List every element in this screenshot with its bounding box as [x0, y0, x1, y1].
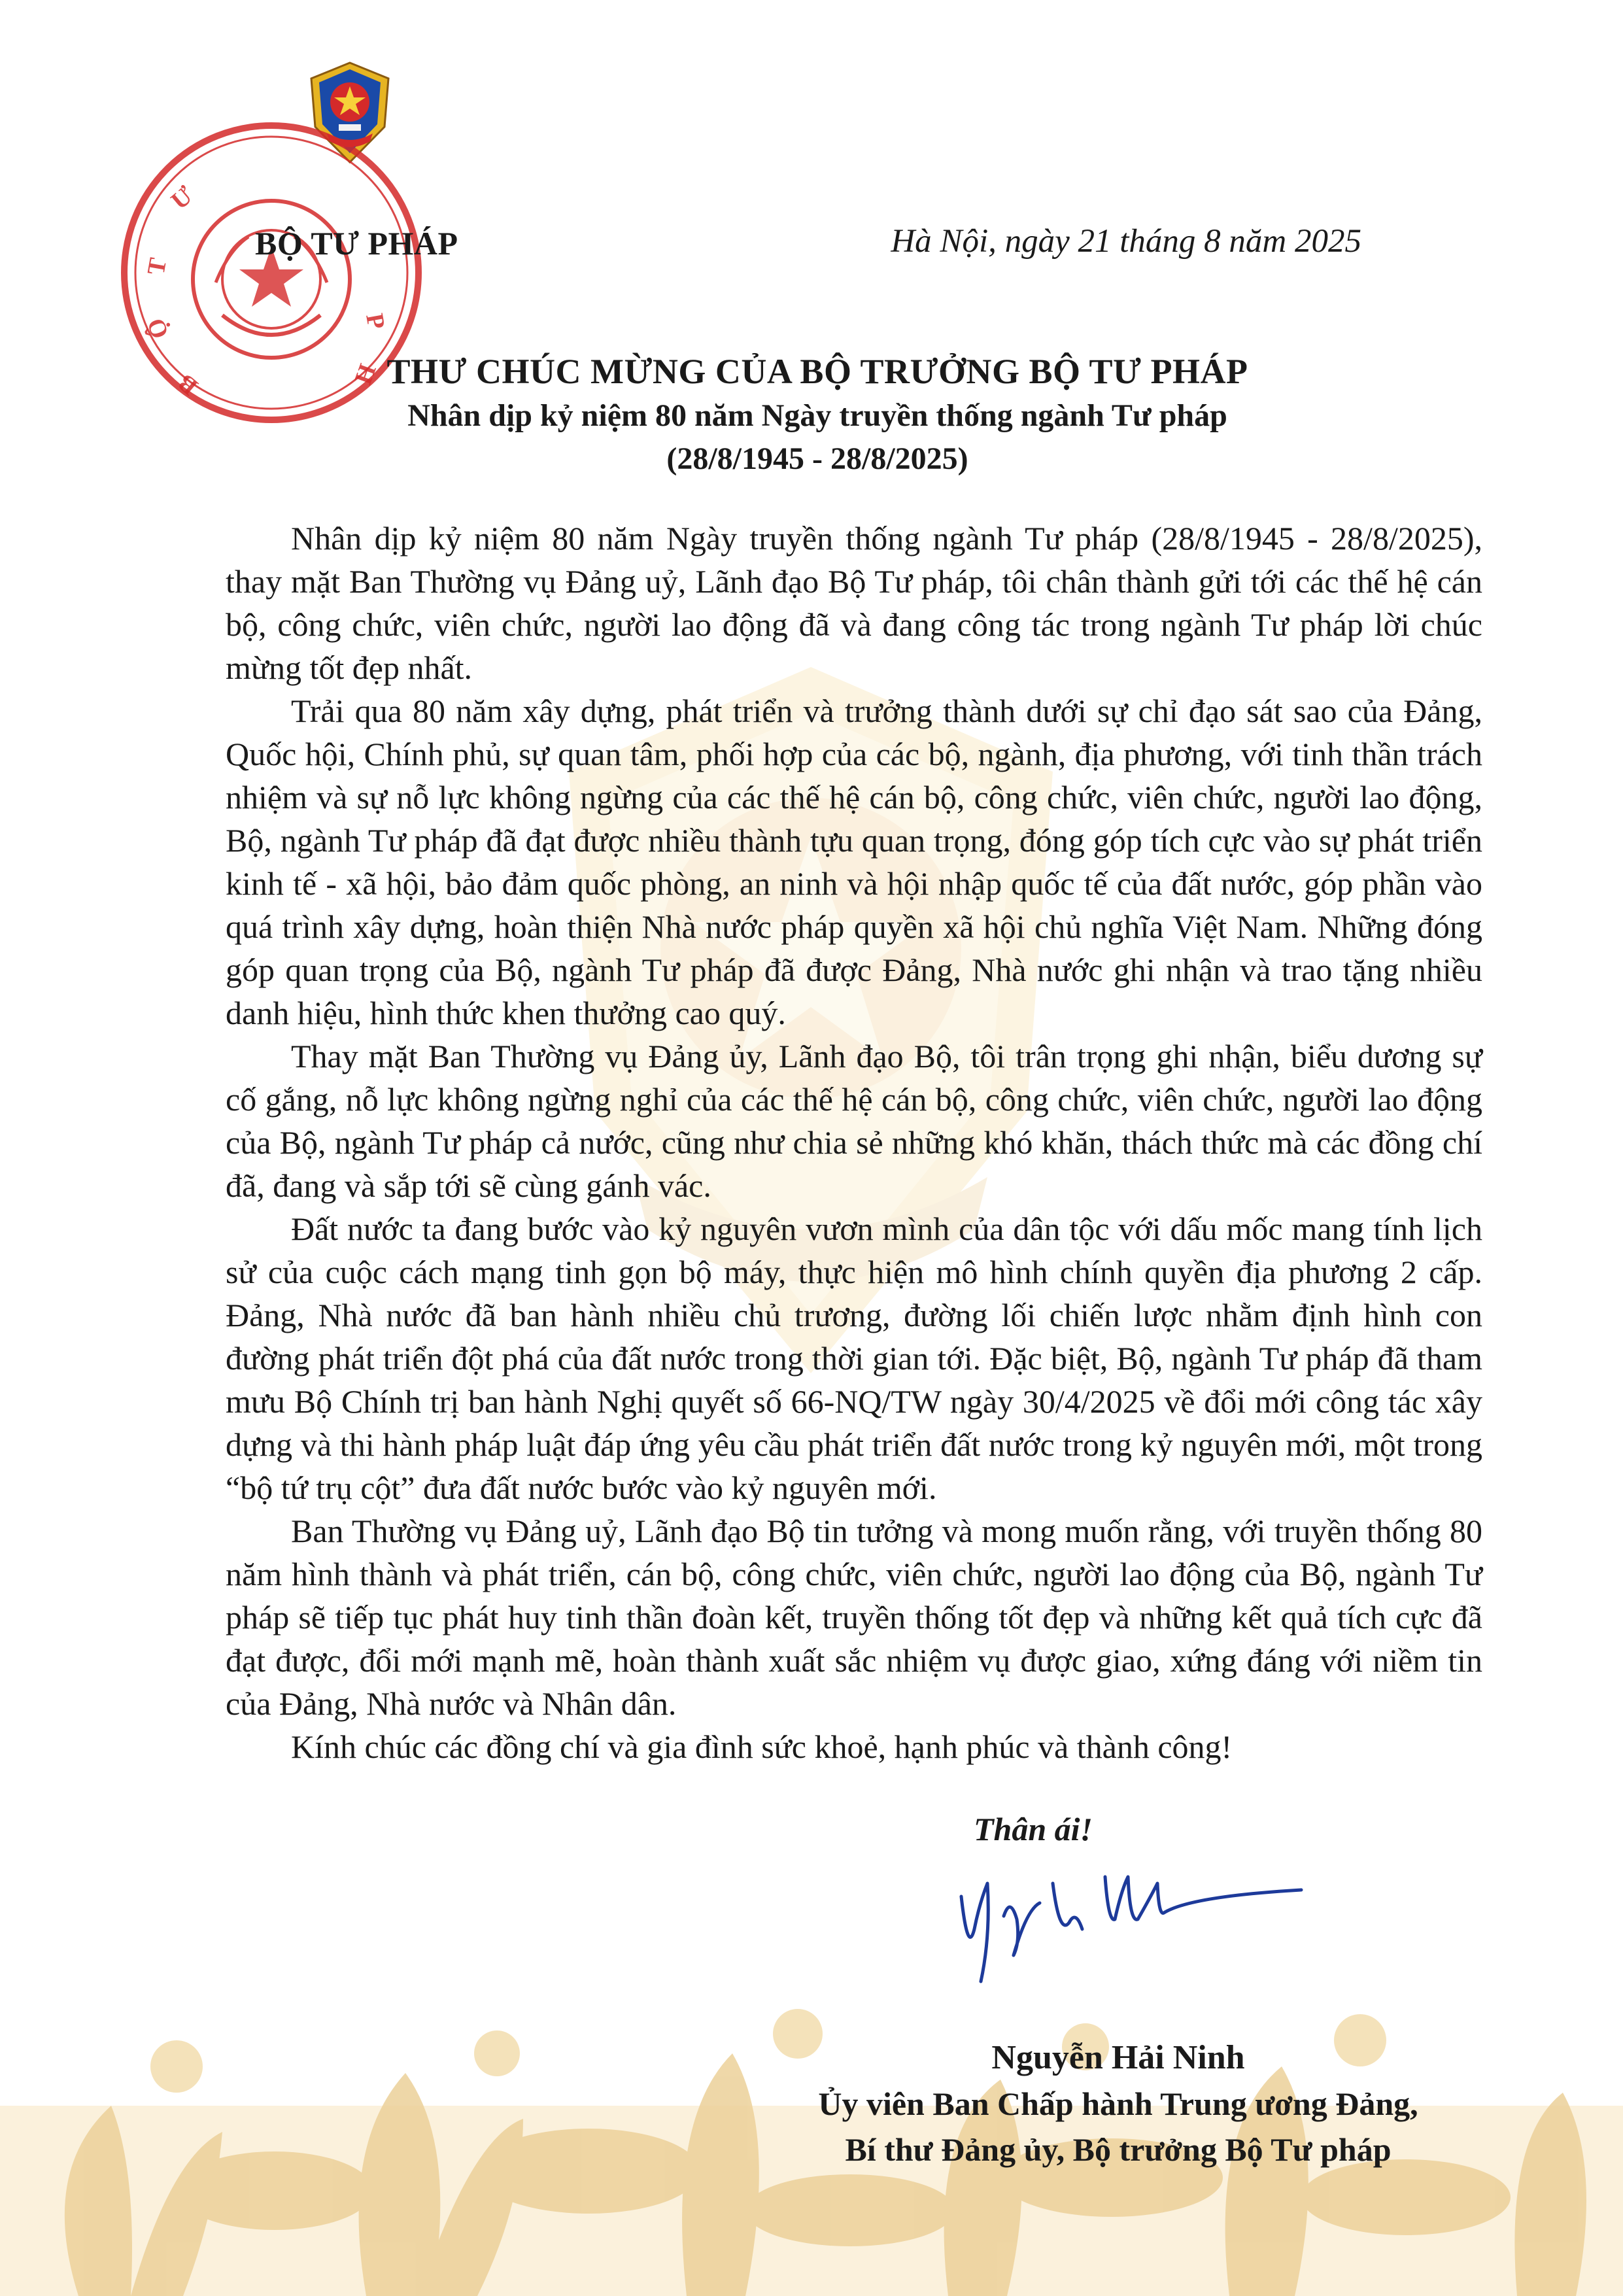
svg-text:Ộ: Ộ: [141, 315, 175, 343]
svg-text:T: T: [142, 256, 173, 277]
signer-title-line: Ủy viên Ban Chấp hành Trung ương Đảng,: [818, 2085, 1418, 2122]
body-paragraph: Nhân dịp kỷ niệm 80 năm Ngày truyền thống ngành Tư pháp (28/8/1945 - 28/8/2025), thay mặt Ban Thường vụ Đảng uỷ, Lãnh đạo Bộ Tư pháp, tôi chân thành gửi tới các thế hệ cán bộ, công chức, viên chức, người lao động đã và đang công tác trong ngành Tư pháp lời chúc mừng tốt đẹp nhất.: [226, 520, 1482, 686]
closing-salutation: Thân ái!: [973, 1811, 1093, 1847]
svg-text:B: B: [173, 368, 203, 401]
letter-title-block: [196, 349, 1439, 481]
body-paragraph: Kính chúc các đồng chí và gia đình sức khoẻ, hạnh phúc và thành công!: [291, 1728, 1233, 1765]
letter-body: [226, 517, 1482, 1768]
handwritten-signature: [955, 1857, 1308, 1988]
svg-text:Ư: Ư: [165, 181, 199, 215]
body-paragraph: Ban Thường vụ Đảng uỷ, Lãnh đạo Bộ tin tưởng và mong muốn rằng, với truyền thống 80 năm hình thành và phát triển, cán bộ, công chức, viên chức, người lao động của Bộ, ngành Tư pháp sẽ tiếp tục phát huy tinh thần đoàn kết, truyền thống tốt đẹp và những kết quả tích cực đã đạt được, đổi mới mạnh mẽ, hoàn thành xuất sắc nhiệm vụ được giao, xứng đáng với niềm tin của Đảng, Nhà nước và Nhân dân.: [226, 1513, 1482, 1722]
signer-name: Nguyễn Hải Ninh: [991, 2039, 1245, 2076]
dateline: Hà Nội, ngày 21 tháng 8 năm 2025: [891, 223, 1361, 260]
letter-title: THƯ CHÚC MỪNG CỦA BỘ TRƯỞNG BỘ TƯ PHÁP: [386, 352, 1248, 391]
body-paragraph: Trải qua 80 năm xây dựng, phát triển và trưởng thành dưới sự chỉ đạo sát sao của Đảng, Quốc hội, Chính phủ, sự quan tâm, phối hợp của các bộ, ngành, địa phương, với tinh thần trách nhiệm và sự nỗ lực không ngừng của các thế hệ cán bộ, công chức, viên chức, người lao động, Bộ, ngành Tư pháp đã đạt được nhiều thành tựu quan trọng, đóng góp tích cực vào sự phát triển kinh tế - xã hội, bảo đảm quốc phòng, an ninh và hội nhập quốc tế của đất nước, góp phần vào quá trình xây dựng, hoàn thiện Nhà nước pháp quyền xã hội chủ nghĩa Việt Nam. Những đóng góp quan trọng của Bộ, ngành Tư pháp đã được Đảng, Nhà nước ghi nhận và trao tặng nhiều danh hiệu, hình thức khen thưởng cao quý.: [226, 693, 1482, 1031]
letter-dates: (28/8/1945 - 28/8/2025): [666, 441, 968, 476]
svg-text:P: P: [360, 311, 390, 332]
svg-text:H: H: [349, 360, 382, 388]
agency-name: BỘ TƯ PHÁP: [255, 225, 458, 262]
letter-subtitle: Nhân dịp kỷ niệm 80 năm Ngày truyền thống ngành Tư pháp: [407, 398, 1227, 433]
signer-block: [654, 2035, 1582, 2172]
signer-title-line: Bí thư Đảng ủy, Bộ trưởng Bộ Tư pháp: [845, 2131, 1392, 2168]
body-paragraph: Thay mặt Ban Thường vụ Đảng ủy, Lãnh đạo Bộ, tôi trân trọng ghi nhận, biểu dương sự cố gắng, nỗ lực không ngừng nghỉ của các thế hệ cán bộ, công chức, viên chức, người lao động của Bộ, ngành Tư pháp cả nước, cũng như chia sẻ những khó khăn, thách thức mà các đồng chí đã, đang và sắp tới sẽ cùng gánh vác.: [226, 1038, 1482, 1204]
body-paragraph: Đất nước ta đang bước vào kỷ nguyên vươn mình của dân tộc với dấu mốc mang tính lịch sử của cuộc cách mạng tinh gọn bộ máy, thực hiện mô hình chính quyền địa phương 2 cấp. Đảng, Nhà nước đã ban hành nhiều chủ trương, đường lối chiến lược nhằm định hình con đường phát triển đột phá của đất nước trong thời gian tới. Đặc biệt, Bộ, ngành Tư pháp đã tham mưu Bộ Chính trị ban hành Nghị quyết số 66-NQ/TW ngày 30/4/2025 về đổi mới công tác xây dựng và thi hành pháp luật đáp ứng yêu cầu phát triển đất nước trong kỷ nguyên mới, một trong “bộ tứ trụ cột” đưa đất nước bước vào kỷ nguyên mới.: [226, 1210, 1482, 1506]
